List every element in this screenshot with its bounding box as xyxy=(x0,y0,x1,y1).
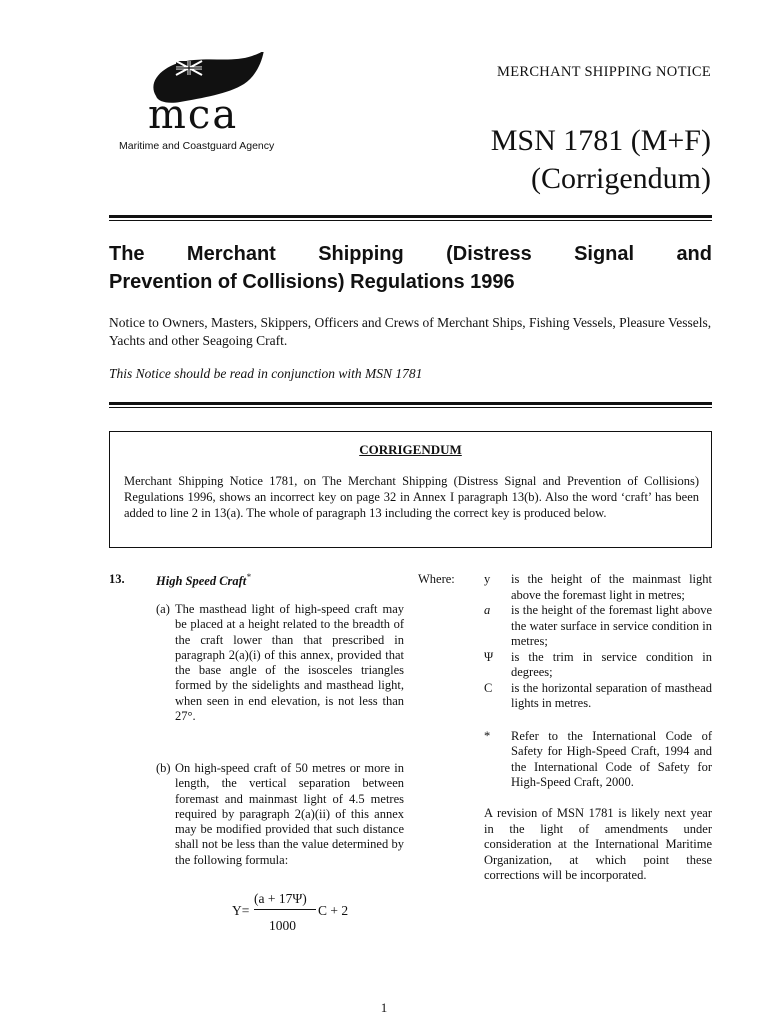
paragraph-b-label: (b) xyxy=(156,761,171,775)
title-line-2: Prevention of Collisions) Regulations 1996 xyxy=(109,271,515,293)
corrigendum-heading: CORRIGENDUM xyxy=(359,442,462,457)
divider-top xyxy=(109,215,712,221)
msn-number xyxy=(491,122,711,198)
paragraph-a-label: (a) xyxy=(156,602,170,616)
definition-text: is the trim in service condition in degrees; xyxy=(511,649,712,679)
formula-numerator: (a + 17Ψ) xyxy=(254,891,307,906)
footnote-symbol: * xyxy=(484,728,491,743)
notice-type: MERCHANT SHIPPING NOTICE xyxy=(497,64,711,80)
fraction-bar xyxy=(254,909,316,910)
read-with-note: This Notice should be read in conjunction with MSN 1781 xyxy=(109,366,423,381)
paragraph-b-text: On high-speed craft of 50 metres or more in length, the vertical separation between foremast and mainmast light of 4.5 metres required by paragraph 2(a)(ii) of this annex may be modified provided that such distance shall not be less than the value determined by the following formula: xyxy=(175,761,404,867)
footnote-marker: * xyxy=(246,572,251,582)
definition-symbol: C xyxy=(484,680,493,695)
footnote xyxy=(484,729,712,791)
definition-item xyxy=(484,572,712,603)
footnote-text: Refer to the International Code of Safety for High-Speed Craft, 1994 and the International Code of Safety for High-Speed Craft, 2000. xyxy=(511,728,712,789)
definition-text: is the horizontal separation of masthead lights in metres. xyxy=(511,680,712,710)
divider-bottom xyxy=(109,402,712,408)
definition-item xyxy=(484,681,712,712)
msn-line-1: MSN 1781 (M+F) xyxy=(490,124,711,157)
paragraph-a xyxy=(156,602,404,724)
corrigendum-box xyxy=(109,431,712,548)
page-number: 1 xyxy=(380,1000,388,1015)
paragraph-b xyxy=(156,761,404,868)
logo-wordmark: mca xyxy=(148,92,239,138)
definition-symbol: y xyxy=(484,572,491,586)
paragraph-a-text: The masthead light of high-speed craft may be placed at a height related to the breadth of the craft lower than that prescribed in paragraph 2(a)(i) of this annex, provided that the base angle of the isosceles triangles formed by the sidelights and masthead light, when seen in end elevation, is not less than 27°. xyxy=(175,602,404,724)
section-title: High Speed Craft* xyxy=(156,572,251,589)
definition-text: is the height of the mainmast light above the foremast light in metres; xyxy=(511,572,712,602)
formula-rest: C + 2 xyxy=(318,903,349,918)
formula-denominator: 1000 xyxy=(269,918,296,933)
title-line-1: The Merchant Shipping (Distress Signal and xyxy=(109,243,712,265)
definition-symbol: Ψ xyxy=(484,649,494,664)
formula-lhs: Y= xyxy=(232,903,250,918)
revision-note: A revision of MSN 1781 is likely next year in the light of amendments under consideration at the International Maritime Organization, at which point these corrections will be incorporated. xyxy=(484,806,712,882)
definition-item xyxy=(484,650,712,681)
msn-line-2: (Corrigendum) xyxy=(531,162,711,195)
document-title xyxy=(109,240,712,296)
corrigendum-body: Merchant Shipping Notice 1781, on The Merchant Shipping (Distress Signal and Prevention of Collisions) Regulations 1996, shows an incorrect key on page 32 in Annex I paragraph 13(b). Also the word ‘craft’ has been added to line 2 in 13(a). The whole of paragraph 13 including the correct key is produced below. xyxy=(124,474,699,520)
where-label: Where: xyxy=(418,572,455,586)
definition-text: is the height of the foremast light above the water surface in service condition in metres; xyxy=(511,603,712,648)
agency-name: Maritime and Coastguard Agency xyxy=(119,140,275,152)
audience-text: Notice to Owners, Masters, Skippers, Officers and Crews of Merchant Ships, Fishing Vessels, Pleasure Vessels, Yachts and other Seagoing Craft. xyxy=(109,315,712,348)
section-number: 13. xyxy=(109,572,125,586)
formula xyxy=(232,893,362,935)
key-definitions xyxy=(484,572,712,791)
definition-item xyxy=(484,603,712,650)
definition-symbol: a xyxy=(484,603,491,617)
